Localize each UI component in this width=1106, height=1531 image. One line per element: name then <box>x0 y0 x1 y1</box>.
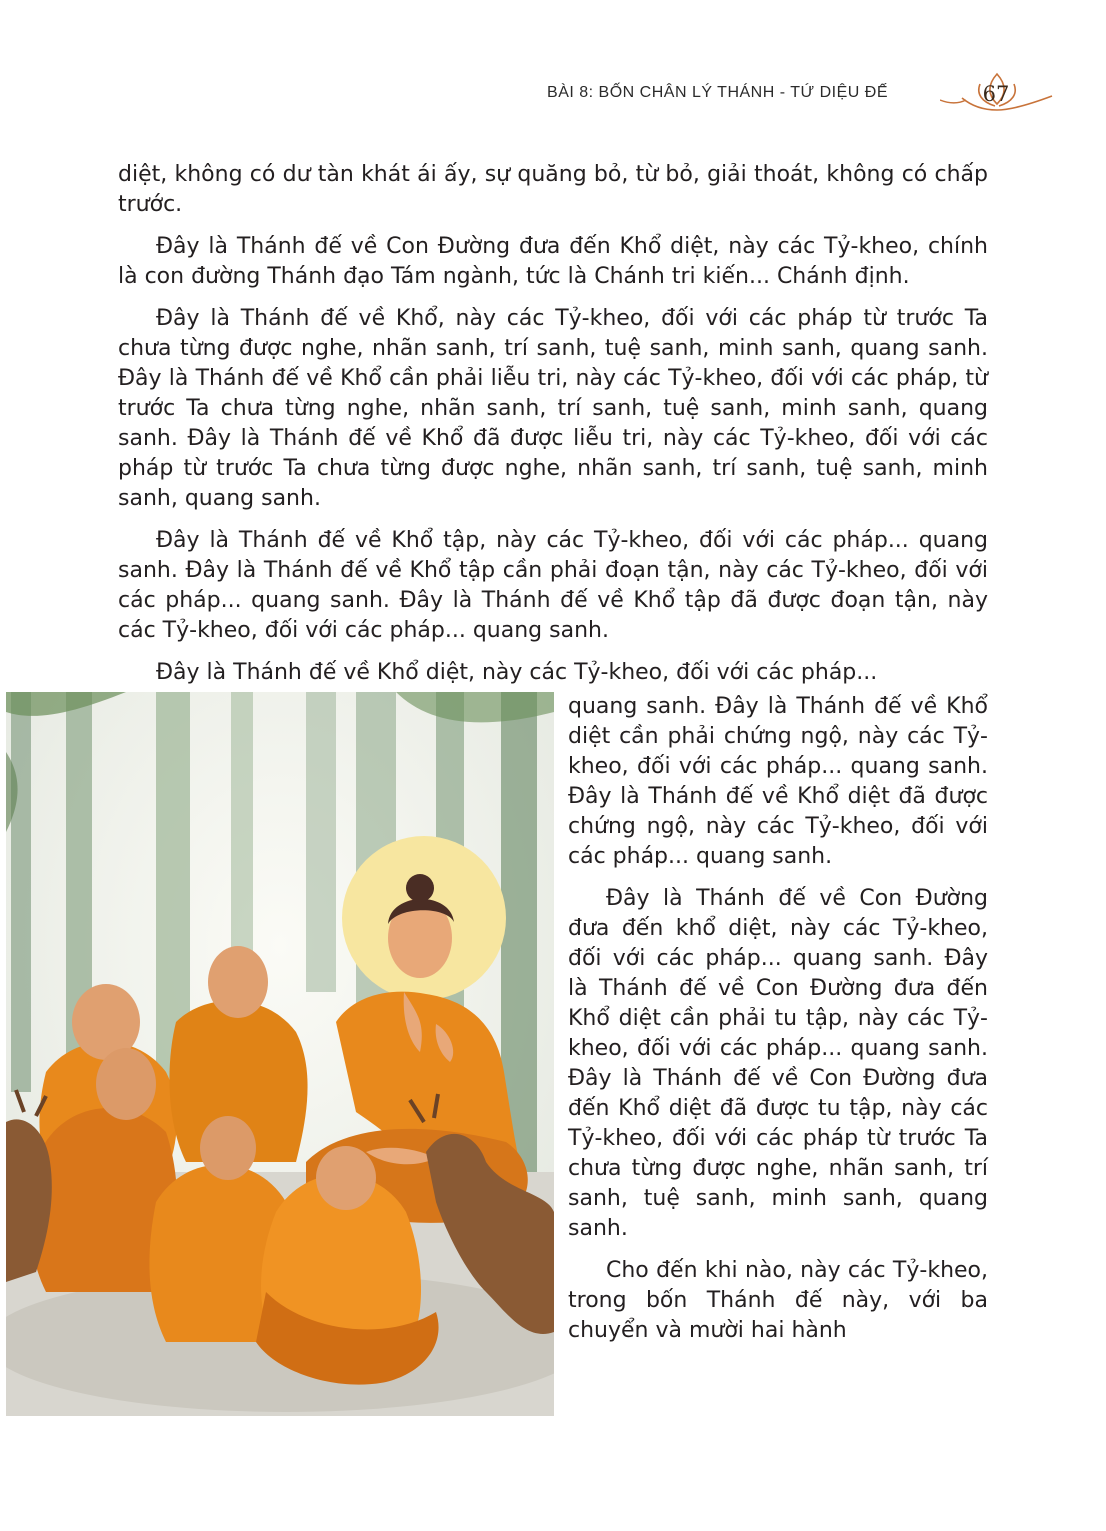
paragraph: diệt, không có dư tàn khát ái ấy, sự quăng bỏ, từ bỏ, giải thoát, không có chấp trước. <box>118 162 988 217</box>
paragraph: Đây là Thánh đế về Con Đường đưa đến Khổ diệt, này các Tỷ-kheo, chính là con đường Thánh đạo Tám ngành, tức là Chánh tri kiến... Chánh định. <box>118 234 988 289</box>
page-number: 67 <box>982 82 1010 106</box>
buddha-teaching-illustration <box>6 692 554 1416</box>
paragraph: Đây là Thánh đế về Khổ tập, này các Tỷ-kheo, đối với các pháp... quang sanh. Đây là Thánh đế về Khổ tập cần phải đoạn tận, này các Tỷ-kheo, đối với các pháp... quang sanh. Đây là Thánh đế về Khổ tập đã được đoạn tận, này các Tỷ-kheo, đối với các pháp... quang sanh. <box>118 528 988 643</box>
chapter-title: BÀI 8: BỐN CHÂN LÝ THÁNH - TỨ DIỆU ĐẾ <box>547 84 888 101</box>
paragraph: Đây là Thánh đế về Khổ, này các Tỷ-kheo, đối với các pháp từ trước Ta chưa từng được nghe, nhãn sanh, trí sanh, tuệ sanh, minh sanh, quang sanh. Đây là Thánh đế về Khổ cần phải liễu tri, này các Tỷ-kheo, đối với các pháp, từ trước Ta chưa từng nghe, nhãn sanh, trí sanh, tuệ sanh, minh sanh, quang sanh. Đây là Thánh đế về Khổ đã được liễu tri, này các Tỷ-kheo, đối với các pháp từ trước Ta chưa từng được nghe, nhãn sanh, trí sanh, tuệ sanh, minh sanh, quang sanh. <box>118 306 988 511</box>
paragraph: Đây là Thánh đế về Con Đường đưa đến khổ diệt, này các Tỷ-kheo, đối với các pháp... quang sanh. Đây là Thánh đế về Con Đường đưa đến Khổ diệt cần phải tu tập, này các Tỷ-kheo, đối với các pháp... quang sanh. Đây là Thánh đế về Con Đường đưa đến Khổ diệt đã được tu tập, này các Tỷ-kheo, đối với các pháp từ trước Ta chưa từng được nghe, nhãn sanh, trí sanh, tuệ sanh, minh sanh, quang sanh. <box>568 886 988 1241</box>
main-text <box>118 160 988 1416</box>
illustration-image <box>6 692 554 1416</box>
paragraph: Cho đến khi nào, này các Tỷ-kheo, trong bốn Thánh đế này, với ba chuyển và mười hai hành <box>568 1258 988 1343</box>
paragraph: quang sanh. Đây là Thánh đế về Khổ diệt cần phải chứng ngộ, này các Tỷ-kheo, đối với các pháp... quang sanh. Đây là Thánh đế về Khổ diệt đã được chứng ngộ, này các Tỷ-kheo, đối với các pháp... quang sanh. <box>568 694 988 869</box>
page-header <box>520 70 1040 120</box>
paragraph: Đây là Thánh đế về Khổ diệt, này các Tỷ-kheo, đối với các pháp... <box>156 660 878 685</box>
